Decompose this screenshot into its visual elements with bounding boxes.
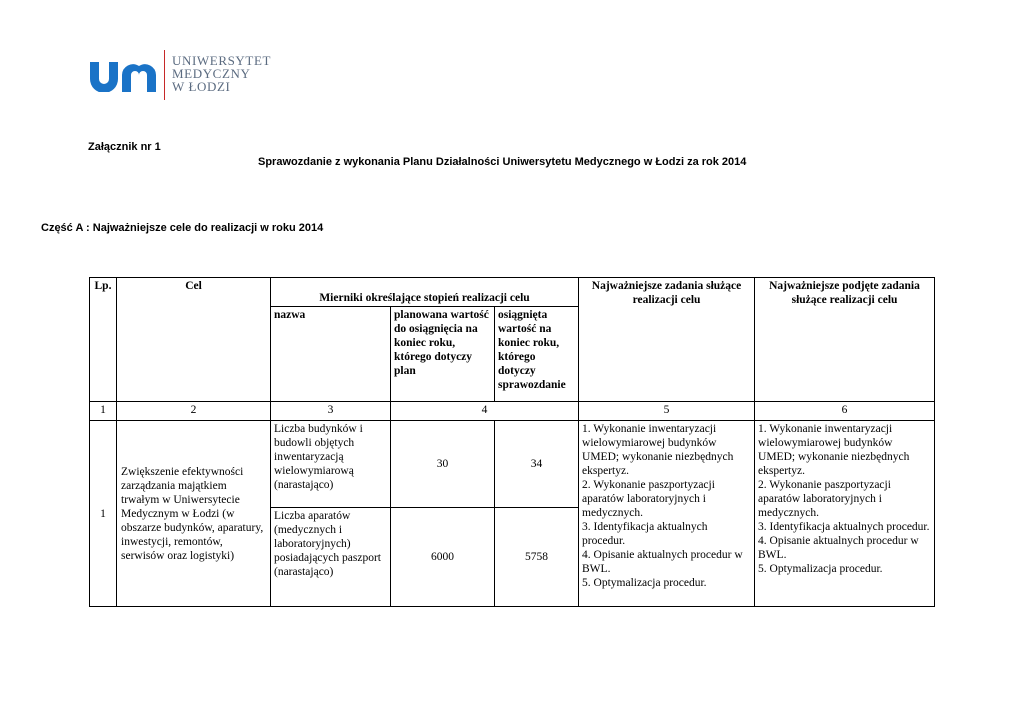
um-logo-icon xyxy=(88,60,158,92)
header-zadania: Najważniejsze zadania służące realizacji celu xyxy=(579,278,755,402)
header-osiagnieta: osiągnięta wartość na koniec roku, którego dotyczy sprawozdanie xyxy=(495,307,579,402)
annex-label: Załącznik nr 1 xyxy=(88,141,161,153)
column-numbers-row xyxy=(90,402,935,421)
measure-planned: 6000 xyxy=(391,508,495,607)
measure-achieved: 5758 xyxy=(495,508,579,607)
university-logo xyxy=(88,50,288,102)
row-zadania: 1. Wykonanie inwentaryzacji wielowymiarowej budynków UMED; wykonanie niezbędnych ekspertyz. 2. Wykonanie paszportyzacji aparatów laboratoryjnych i medycznych. 3. Identyfikacja aktualnych procedur. 4. Opisanie aktualnych procedur w BWL. 5. Optymalizacja procedur. xyxy=(579,421,755,607)
column-number: 6 xyxy=(755,402,935,421)
measure-achieved: 34 xyxy=(495,421,579,508)
goals-table xyxy=(89,277,935,607)
header-planowana: planowana wartość do osiągnięcia na koniec roku, którego dotyczy plan xyxy=(391,307,495,402)
row-podjete: 1. Wykonanie inwentaryzacji wielowymiarowej budynków UMED; wykonanie niezbędnych ekspertyz. 2. Wykonanie paszportyzacji aparatów laboratoryjnych i medycznych. 3. Identyfikacja aktualnych procedur. 4. Opisanie aktualnych procedur w BWL. 5. Optymalizacja procedur. xyxy=(755,421,935,607)
logo-text xyxy=(172,54,271,93)
column-number: 2 xyxy=(117,402,271,421)
measure-planned: 30 xyxy=(391,421,495,508)
row-lp: 1 xyxy=(90,421,117,607)
logo-line-2: MEDYCZNY xyxy=(172,66,251,81)
header-cel: Cel xyxy=(117,278,271,402)
column-number: 3 xyxy=(271,402,391,421)
header-mierniki: Mierniki określające stopień realizacji celu xyxy=(271,278,579,307)
section-title: Część A : Najważniejsze cele do realizacji w roku 2014 xyxy=(41,222,324,234)
logo-line-3: W ŁODZI xyxy=(172,79,231,94)
logo-divider xyxy=(164,50,165,100)
column-number: 5 xyxy=(579,402,755,421)
logo-line-1: UNIWERSYTET xyxy=(172,53,272,68)
table-row xyxy=(90,421,935,508)
measure-name: Liczba budynków i budowli objętych inwentaryzacją wielowymiarową (narastająco) xyxy=(271,421,391,508)
column-number: 1 xyxy=(90,402,117,421)
column-number: 4 xyxy=(391,402,579,421)
report-title: Sprawozdanie z wykonania Planu Działalności Uniwersytetu Medycznego w Łodzi za rok 2014 xyxy=(258,156,747,168)
row-cel: Zwiększenie efektywności zarządzania majątkiem trwałym w Uniwersytecie Medycznym w Łodzi (w obszarze budynków, aparatury, inwestycji, remontów, serwisów oraz logistyki) xyxy=(117,421,271,607)
header-lp: Lp. xyxy=(90,278,117,402)
measure-name: Liczba aparatów (medycznych i laboratoryjnych) posiadających paszport (narastająco) xyxy=(271,508,391,607)
header-nazwa: nazwa xyxy=(271,307,391,402)
header-podjete: Najważniejsze podjęte zadania służące realizacji celu xyxy=(755,278,935,402)
